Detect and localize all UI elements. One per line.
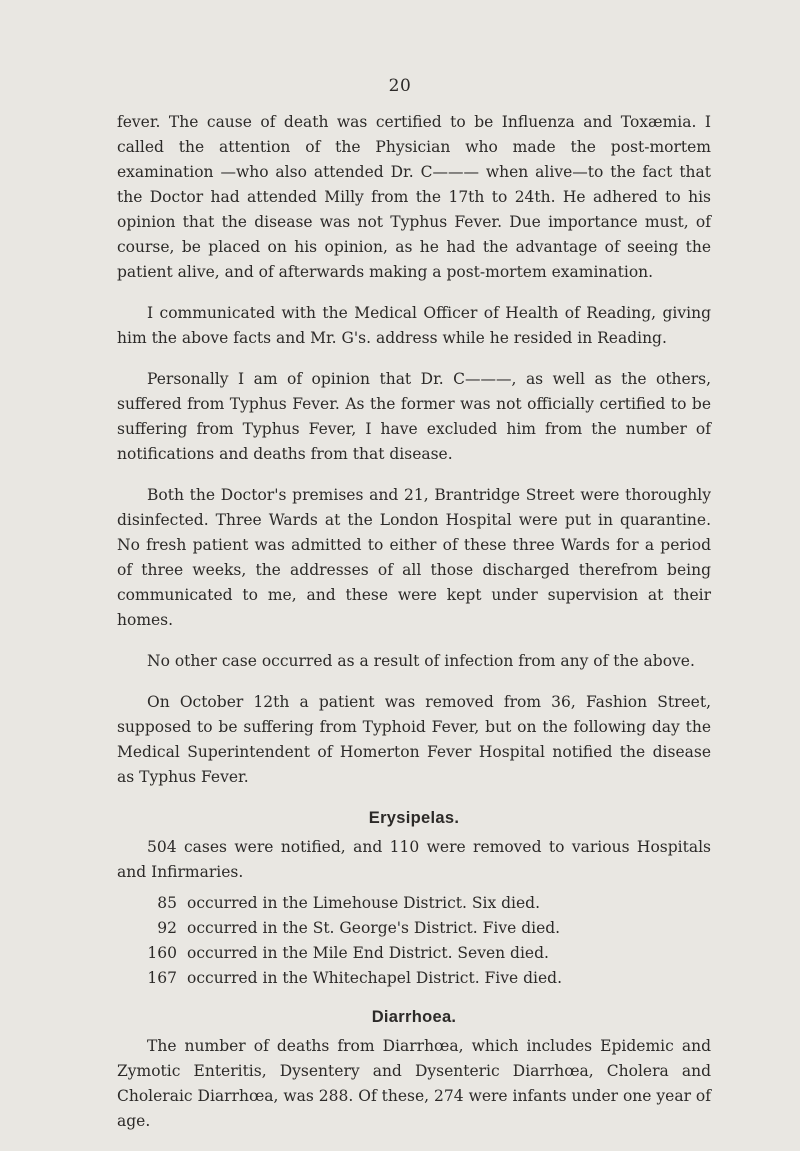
diarrhoea-heading: Diarrhoea. — [371, 1008, 457, 1026]
district-row — [117, 916, 711, 941]
body-text — [117, 110, 711, 1150]
district-count: 85 — [157, 894, 177, 912]
district-description: occurred in the St. George's District. Five died. — [187, 919, 561, 937]
district-count: 167 — [147, 969, 177, 987]
district-description: occurred in the Whitechapel District. Five died. — [187, 969, 563, 987]
paragraph-reading-communication: I communicated with the Medical Officer of Health of Reading, giving him the above facts and Mr. G's. address while he resided in Reading. — [117, 304, 711, 347]
diarrhoea-paragraph: The number of deaths from Diarrhœa, which includes Epidemic and Zymotic Enteritis, Dysentery and Dysenteric Diarrhœa, Cholera and Choleraic Diarrhœa, was 288. Of these, 274 were infants under one year of age. — [117, 1037, 711, 1130]
paragraph-typhus-cause: fever. The cause of death was certified to be Influenza and Toxæmia. I called the attention of the Physician who made the post-mortem examination —who also attended Dr. C——— when alive—to the fact that the Doctor had attended Milly from the 17th to 24th. He adhered to his opinion that the disease was not Typhus Fever. Due importance must, of course, be placed on his opinion, as he had the advantage of seeing the patient alive, and of afterwards making a post-mortem examination. — [117, 113, 711, 281]
erysipelas-district-list — [117, 891, 711, 991]
paragraph-fashion-street: On October 12th a patient was removed from 36, Fashion Street, supposed to be suffering from Typhoid Fever, but on the following day the Medical Superintendent of Homerton Fever Hospital notified the disease as Typhus Fever. — [117, 693, 711, 786]
district-row — [117, 966, 711, 991]
district-count: 160 — [147, 944, 177, 962]
district-description: occurred in the Mile End District. Seven died. — [187, 944, 549, 962]
erysipelas-heading: Erysipelas. — [368, 809, 460, 827]
district-row — [117, 891, 711, 916]
district-count: 92 — [157, 919, 177, 937]
page-number: 20 — [388, 76, 412, 96]
district-description: occurred in the Limehouse District. Six died. — [187, 894, 541, 912]
paragraph-personal-opinion: Personally I am of opinion that Dr. C———, as well as the others, suffered from Typhus Fever. As the former was not officially certified to be suffering from Typhus Fever, I have excluded him from the number of notifications and deaths from that disease. — [117, 370, 711, 463]
district-row — [117, 941, 711, 966]
paragraph-no-other-case: No other case occurred as a result of infection from any of the above. — [147, 652, 695, 670]
erysipelas-intro: 504 cases were notified, and 110 were removed to various Hospitals and Infirmaries. — [117, 838, 711, 881]
paragraph-disinfection: Both the Doctor's premises and 21, Brantridge Street were thoroughly disinfected. Three Wards at the London Hospital were put in quarantine. No fresh patient was admitted to either of these three Wards for a period of three weeks, the addresses of all those discharged therefrom being communicated to me, and these were kept under supervision at their homes. — [117, 486, 711, 629]
